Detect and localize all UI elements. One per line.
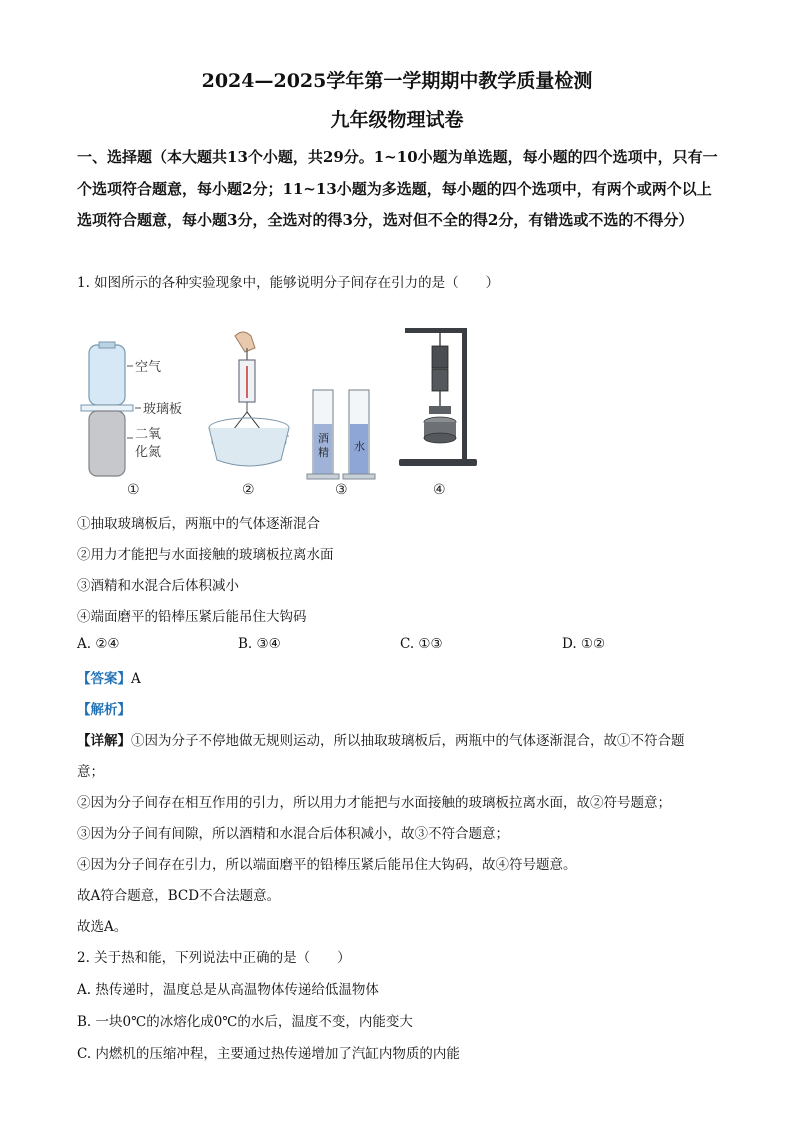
answer-value: A — [131, 671, 141, 687]
statement-2: ②用力才能把与水面接触的玻璃板拉离水面 — [77, 547, 334, 563]
detail-line-1 — [77, 729, 685, 749]
answer-tag: 【答案】 — [77, 671, 131, 687]
analysis-line — [77, 698, 131, 718]
q2-option-c: C. 内燃机的压缩冲程，主要通过热传递增加了汽缸内物质的内能 — [77, 1046, 460, 1062]
question-2-stem: 2. 关于热和能，下列说法中正确的是（ ） — [77, 950, 351, 966]
label-alcohol-line1: 酒 — [318, 432, 329, 445]
label-no2-line1: 二氧 — [135, 427, 162, 442]
lead-rod-stand — [399, 328, 477, 466]
detail-line-2: ②因为分子间存在相互作用的引力，所以用力才能把与水面接触的玻璃板拉离水面，故②符号题意； — [77, 795, 671, 811]
section-heading: 一、选择题（本大题共13个小题，共29分。1~10小题为单选题，每小题的四个选项中，只有一个选项符合题意，每小题2分；11~13小题为多选题，每小题的四个选项中，有两个或两个以上选项符合题意，每小题3分，全选对的得3分，选对但不全的得2分，有错选或不选的不得分） — [77, 148, 718, 229]
detail-line-3: ③因为分子间有间隙，所以酒精和水混合后体积减小，故③不符合题意； — [77, 826, 509, 842]
caption-4: ④ — [433, 482, 446, 498]
label-no2-line2: 化氮 — [135, 445, 162, 460]
detail-1-text: ①因为分子不停地做无规则运动，所以抽取玻璃板后，两瓶中的气体逐渐混合，故①不符合题 — [131, 733, 685, 749]
conclusion-line: 故A符合题意，BCD不合法题意。 — [77, 888, 281, 904]
label-alcohol-line2: 精 — [318, 446, 329, 459]
q2-option-a: A. 热传递时，温度总是从高温物体传递给低温物体 — [77, 982, 379, 998]
caption-2: ② — [242, 482, 255, 498]
option-b: B. ③④ — [238, 636, 281, 652]
option-a: A. ②④ — [77, 636, 120, 652]
caption-3: ③ — [335, 482, 348, 498]
label-glass-plate: 玻璃板 — [143, 402, 183, 417]
detail-tag: 【详解】 — [77, 733, 131, 749]
gas-diffusion-apparatus — [81, 342, 182, 476]
water-dish-apparatus — [209, 332, 289, 466]
question-1-stem: 1. 如图所示的各种实验现象中，能够说明分子间存在引力的是（ ） — [77, 275, 500, 291]
choice-line: 故选A。 — [77, 919, 128, 935]
statement-3: ③酒精和水混合后体积减小 — [77, 578, 239, 594]
label-water: 水 — [354, 440, 365, 453]
caption-1: ① — [127, 482, 140, 498]
statement-1: ①抽取玻璃板后，两瓶中的气体逐渐混合 — [77, 516, 320, 532]
q2-option-b: B. 一块0℃的冰熔化成0℃的水后，温度不变，内能变大 — [77, 1014, 413, 1030]
measuring-cylinders — [307, 390, 375, 479]
label-air: 空气 — [135, 360, 162, 375]
analysis-tag: 【解析】 — [77, 702, 131, 718]
question-1-figure — [77, 318, 497, 500]
answer-line — [77, 667, 141, 687]
option-c: C. ①③ — [400, 636, 443, 652]
detail-line-1-cont: 意； — [77, 764, 104, 780]
option-d: D. ①② — [562, 636, 606, 652]
exam-subtitle: 九年级物理试卷 — [330, 109, 464, 131]
exam-title: 2024—2025学年第一学期期中教学质量检测 — [201, 70, 593, 92]
statement-4: ④端面磨平的铅棒压紧后能吊住大钩码 — [77, 609, 307, 625]
detail-line-4: ④因为分子间存在引力，所以端面磨平的铅棒压紧后能吊住大钩码，故④符号题意。 — [77, 857, 577, 873]
